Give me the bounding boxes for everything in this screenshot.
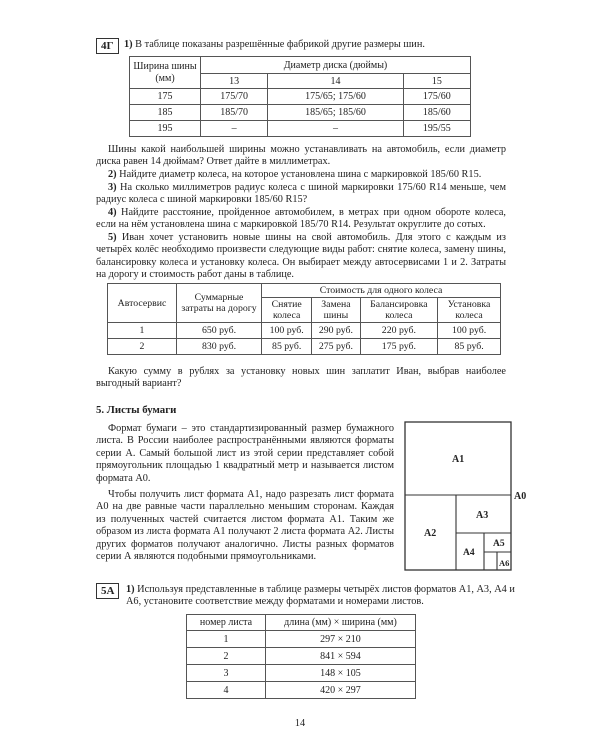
per-wheel-cost-header: Стоимость для одного колеса	[262, 284, 501, 298]
label-a0: А0	[514, 491, 527, 502]
table-cell: 175/70	[201, 89, 268, 105]
table-cell: 185	[130, 105, 201, 121]
q5-number: 5)	[108, 232, 117, 243]
table-cell: 185/70	[201, 105, 268, 121]
sheet-number-header: номер листа	[187, 615, 266, 631]
road-cost-header: Суммарные затраты на дорогу	[177, 284, 262, 323]
table-row	[187, 665, 416, 682]
q4-text: Найдите расстояние, пройденное автомобилем, в метрах при одном обороте колеса, если на нём установлена шина с маркировкой 185/70 R14. Результат округлите до сотых.	[96, 207, 507, 231]
service-header: Автосервис	[108, 284, 177, 323]
table-cell: 3	[187, 665, 266, 682]
task-badge-4g: 4Г	[96, 38, 119, 54]
table-cell: 220 руб.	[360, 323, 438, 339]
table-cell: –	[268, 121, 403, 137]
table-cell: 85 руб.	[438, 339, 501, 355]
q4-paragraph	[96, 207, 506, 232]
table-cell: 185/60	[403, 105, 470, 121]
table-cell: 2	[187, 648, 266, 665]
tire-size-table	[129, 56, 471, 137]
table-cell: 830 руб.	[177, 339, 262, 355]
q3-text: На сколько миллиметров радиус колеса с шиной маркировки 175/60 R14 меньше, чем радиус колеса с шиной маркировки 185/60 R15?	[96, 182, 506, 206]
paper-format-diagram	[400, 420, 530, 574]
label-a5: А5	[493, 539, 505, 549]
table-row	[187, 631, 416, 648]
table-cell: 175/65; 175/60	[268, 89, 403, 105]
table-cell: 2	[108, 339, 177, 355]
table-cell: 100 руб.	[262, 323, 312, 339]
table-row	[130, 105, 471, 121]
table-cell: 175/60	[403, 89, 470, 105]
label-a3: А3	[476, 510, 489, 521]
table-cell: 175	[130, 89, 201, 105]
sheet-size-header: длина (мм) × ширина (мм)	[266, 615, 416, 631]
diameter-header: 15	[403, 74, 470, 89]
q2-text: Найдите диаметр колеса, на которое установлена шина с маркировкой 185/60 R15.	[119, 169, 482, 180]
table-cell: 290 руб.	[312, 323, 360, 339]
paper-size-table	[186, 614, 416, 699]
table-cell: 420 × 297	[266, 682, 416, 699]
table-cell: 85 руб.	[262, 339, 312, 355]
table-row	[108, 339, 501, 355]
table-row	[130, 121, 471, 137]
paper-format-paragraph-2: Чтобы получить лист формата А1, надо разрезать лист формата А0 на две равные части параллельно меньшим сторонам. Каждая из полученных частей считается листом формата А1. Таким же образом из листа формата А1 получают 2 листа формата А2. Листы других форматов получают аналогично. Листы разных форматов серии А являются подобными прямоугольниками.	[96, 489, 394, 563]
table-cell: 650 руб.	[177, 323, 262, 339]
task-5a-q1	[126, 584, 521, 609]
tire-width-header: Ширина шины (мм)	[130, 57, 201, 89]
table-row	[187, 682, 416, 699]
table-cell: 1	[187, 631, 266, 648]
q3-number: 3)	[108, 182, 117, 193]
task-4g-q1	[124, 39, 425, 50]
table-cell: 275 руб.	[312, 339, 360, 355]
table-cell: 195	[130, 121, 201, 137]
q1-number: 1)	[124, 39, 133, 50]
rim-diameter-header: Диаметр диска (дюймы)	[201, 57, 471, 74]
work-header: Установка колеса	[438, 298, 501, 323]
label-a6: А6	[499, 558, 510, 568]
table-cell: 841 × 594	[266, 648, 416, 665]
table-cell: 195/55	[403, 121, 470, 137]
table-cell: 148 × 105	[266, 665, 416, 682]
diameter-header: 13	[201, 74, 268, 89]
table-cell: 185/65; 185/60	[268, 105, 403, 121]
table-row	[130, 89, 471, 105]
q1-text: Используя представленные в таблице размеры четырёх листов форматов А1, А3, А4 и А6, установите соответствие между форматами и номерами листов.	[126, 584, 515, 608]
q4-number: 4)	[108, 207, 117, 218]
table-row	[187, 648, 416, 665]
table-cell: 4	[187, 682, 266, 699]
label-a4: А4	[463, 548, 475, 558]
paper-format-paragraph-1: Формат бумаги – это стандартизированный размер бумажного листа. В России наиболее распространёнными являются форматы серии А. Самый большой лист из этой серии представляет собой прямоугольник площадью 1 квадратный метр и называется листом формата А0.	[96, 423, 394, 484]
q2-paragraph	[96, 169, 506, 181]
q1-question: Шины какой наибольшей ширины можно устанавливать на автомобиль, если диаметр диска равен 14 дюймам? Ответ дайте в миллиметрах.	[96, 144, 506, 168]
work-header: Замена шины	[312, 298, 360, 323]
q5-paragraph	[96, 232, 506, 282]
work-header: Снятие колеса	[262, 298, 312, 323]
work-header: Балансировка колеса	[360, 298, 438, 323]
q5-question: Какую сумму в рублях за установку новых шин заплатит Иван, выбрав наиболее выгодный вариант?	[96, 366, 506, 390]
q5-text: Иван хочет установить новые шины на свой автомобиль. Для этого с каждым из четырёх колёс необходимо произвести следующие виды работ: снятие колеса, замену шины, балансировку колеса и установку колеса. Он выбирает между автосервисами 1 и 2. Затраты на дорогу и стоимость работ даны в таблице.	[96, 232, 506, 281]
q1-text: В таблице показаны разрешённые фабрикой другие размеры шин.	[135, 39, 425, 50]
table-cell: 297 × 210	[266, 631, 416, 648]
section-title: 5. Листы бумаги	[96, 404, 177, 416]
page-number: 14	[294, 718, 306, 729]
diameter-header: 14	[268, 74, 403, 89]
label-a2: А2	[424, 528, 437, 539]
table-cell: 100 руб.	[438, 323, 501, 339]
q1-number: 1)	[126, 584, 135, 595]
table-row	[108, 323, 501, 339]
table-cell: –	[201, 121, 268, 137]
q2-number: 2)	[108, 169, 117, 180]
label-a1: А1	[452, 454, 465, 465]
table-cell: 1	[108, 323, 177, 339]
task-badge-5a: 5А	[96, 583, 119, 599]
q3-paragraph	[96, 182, 506, 207]
table-cell: 175 руб.	[360, 339, 438, 355]
service-cost-table	[107, 283, 501, 355]
